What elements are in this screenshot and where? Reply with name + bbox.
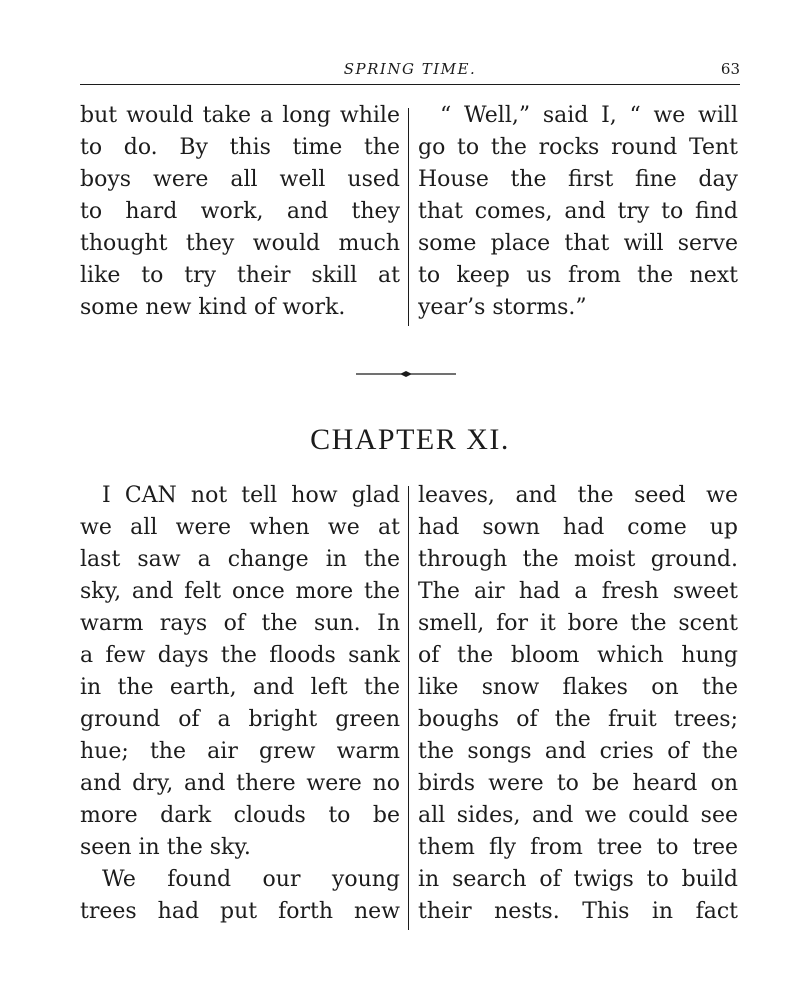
text-line: ground of a bright green <box>80 707 400 732</box>
text-line: a few days the floods sank <box>80 643 400 668</box>
text-line: to hard work, and they <box>80 199 400 224</box>
text-line: through the moist ground. <box>418 547 738 572</box>
text-line: hue; the air grew warm <box>80 739 400 764</box>
text-line: We found our young <box>102 867 400 892</box>
text-line: trees had put forth new <box>80 899 400 924</box>
top-text-block <box>80 100 740 328</box>
text-line: their nests. This in fact <box>418 899 738 924</box>
text-line: “ Well,” said I, “ we will <box>440 103 738 128</box>
text-line: of the bloom which hung <box>418 643 738 668</box>
text-line: birds were to be heard on <box>418 771 738 796</box>
opening-line <box>80 480 400 512</box>
ornament-divider <box>356 364 456 384</box>
text-line: some place that will serve <box>418 231 738 256</box>
text-line: the songs and cries of the <box>418 739 738 764</box>
chapter-text-block <box>80 480 740 930</box>
opening-word: I <box>102 483 111 508</box>
text-line: thought they would much <box>80 231 400 256</box>
text-line: some new kind of work. <box>80 295 346 320</box>
top-right-column <box>418 100 738 324</box>
text-line: more dark clouds to be <box>80 803 400 828</box>
running-head <box>80 56 740 82</box>
text-line: boughs of the fruit trees; <box>418 707 738 732</box>
text-line: last saw a change in the <box>80 547 400 572</box>
chapter-left-column <box>80 480 400 928</box>
text-line: like snow flakes on the <box>418 675 738 700</box>
text-line: had sown had come up <box>418 515 738 540</box>
text-line: in search of twigs to build <box>418 867 738 892</box>
header-rule <box>80 84 740 85</box>
text-line: warm rays of the sun. In <box>80 611 400 636</box>
text-line: to keep us from the next <box>418 263 738 288</box>
text-line: year’s storms.” <box>418 295 587 320</box>
text-line: House the first fine day <box>418 167 738 192</box>
chapter-column-divider <box>408 486 409 930</box>
top-column-divider <box>408 108 409 326</box>
text-line: smell, for it bore the scent <box>418 611 738 636</box>
chapter-title: CHAPTER XI. <box>310 423 510 456</box>
text-line: and dry, and there were no <box>80 771 400 796</box>
opening-smallcaps: CAN <box>124 483 177 508</box>
top-left-column <box>80 100 400 324</box>
opening-rest: not tell how glad <box>190 483 400 508</box>
text-line: in the earth, and left the <box>80 675 400 700</box>
text-line: like to try their skill at <box>80 263 400 288</box>
text-line: that comes, and try to find <box>418 199 738 224</box>
text-line: them fly from tree to tree <box>418 835 738 860</box>
text-line: sky, and felt once more the <box>80 579 400 604</box>
text-line: The air had a fresh sweet <box>418 579 738 604</box>
running-title: SPRING TIME. <box>343 60 477 78</box>
chapter-right-column <box>418 480 738 928</box>
text-line: boys were all well used <box>80 167 400 192</box>
text-line: go to the rocks round Tent <box>418 135 738 160</box>
text-line: to do. By this time the <box>80 135 400 160</box>
page-number: 63 <box>720 60 740 78</box>
text-line: leaves, and the seed we <box>418 483 738 508</box>
text-line: all sides, and we could see <box>418 803 738 828</box>
text-line: but would take a long while <box>80 103 400 128</box>
text-line: we all were when we at <box>80 515 400 540</box>
text-line: seen in the sky. <box>80 835 251 860</box>
